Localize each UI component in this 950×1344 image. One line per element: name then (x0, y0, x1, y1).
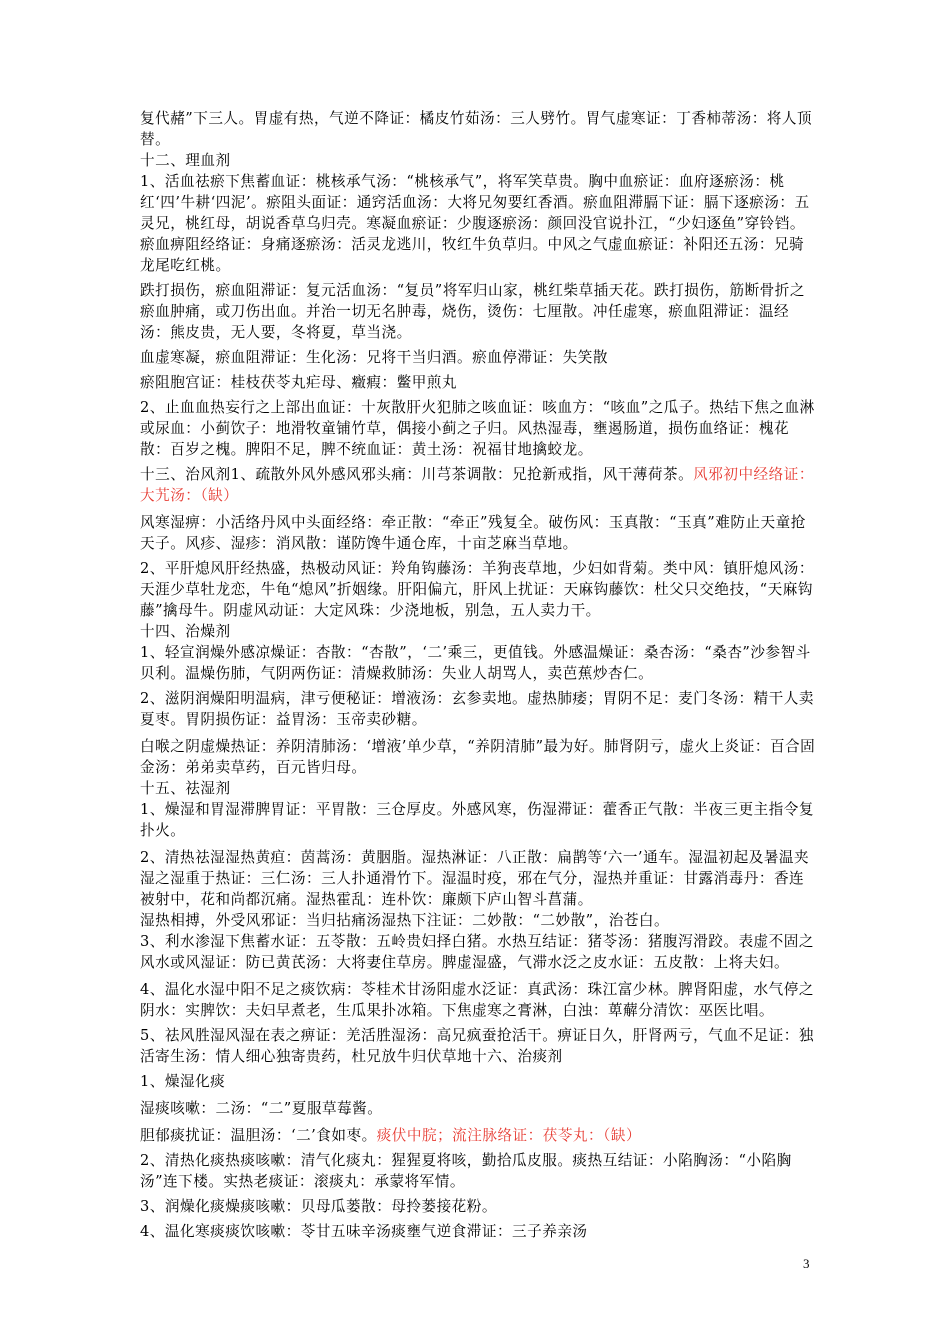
paragraph (140, 1125, 816, 1146)
paragraph: 3、润燥化痰燥痰咳嗽：贝母瓜蒌散：母拎蒌接花粉。 (140, 1198, 497, 1215)
paragraph: 湿热相搏，外受风邪证：当归拈痛汤湿热下注证：二妙散：“二妙散”，治苍白。 (140, 912, 670, 929)
paragraph: 湿痰咳嗽：二汤：“二”夏服草莓酱。 (140, 1100, 383, 1117)
section-heading: 十二、理血剂 (140, 152, 231, 169)
paragraph: 1、轻宣润燥外感凉燥证：杏散：“杏散”，‘二’乘三，更值钱。外感温燥证：桑杏汤：“桑杏”沙参智斗贝利。温燥伤肺，气阴两伤证：清燥救肺汤：失业人胡骂人，卖芭蕉炒杏仁。 (140, 644, 811, 682)
paragraph: 5、祛风胜湿风湿在表之痹证：羌活胜湿汤：高兄疯蚕抢活干。痹证日久，肝肾两亏，气血不足证：独活寄生汤：情人细心独寄贵药，杜兄放牛归伏草地十六、治痰剂 (140, 1027, 814, 1065)
paragraph: 瘀阻胞宫证：桂枝茯苓丸疟母、癥瘕：鳖甲煎丸 (140, 374, 457, 391)
paragraph: 白喉之阴虚燥热证：养阴清肺汤：‘增液’单少草，“养阴清肺”最为好。肺肾阴亏，虚火上炎证：百合固金汤：弟弟卖草药，百元皆归母。 (140, 738, 816, 776)
page-number: 3 (803, 1256, 810, 1271)
missing-note-red: 痰伏中脘；流注脉络证：茯苓丸：（缺） (376, 1127, 642, 1144)
paragraph: 2、清热化痰热痰咳嗽：清气化痰丸：猩猩夏将咳，勤拾瓜皮服。痰热互结证：小陷胸汤：“小陷胸汤”连下楼。实热老痰证：滚痰丸：承蒙将军情。 (140, 1152, 792, 1190)
paragraph-text: 胆郁痰扰证：温胆汤：‘二’食如枣。 (140, 1127, 377, 1144)
section-heading: 十五、祛湿剂 (140, 780, 231, 797)
paragraph: 2、平肝熄风肝经热盛，热极动风证：羚角钩藤汤：羊狗丧草地，少妇如背菊。类中风：镇肝熄风汤：天涯少草牡龙恋，牛龟“熄风”折姻缘。肝阳偏亢，肝风上扰证：天麻钩藤饮：杜父只交绝技，“天麻钩藤”擒母牛。阴虚风动证：大定风珠：少浇地板，别急，五人卖力干。 (140, 560, 814, 619)
paragraph: 复代赭”下三人。胃虚有热，气逆不降证：橘皮竹茹汤：三人劈竹。胃气虚寒证：丁香柿蒂汤：将人顶替。 (140, 110, 813, 148)
missing-note-red: 风邪初中经络证：大艽汤：（缺） (140, 466, 814, 504)
paragraph: 血虚寒凝，瘀血阻滞证：生化汤：兄将干当归酒。瘀血停滞证：失笑散 (140, 349, 608, 366)
paragraph: 1、活血祛瘀下焦蓄血证：桃核承气汤：“桃核承气”，将军笑草贵。胸中血瘀证：血府逐瘀汤：桃红‘四’牛耕‘四泥’。瘀阻头面证：通窍活血汤：大将兄匆要红香酒。瘀血阻滞膈下证：膈下逐瘀汤：五灵兄，桃红母，胡说香草乌归壳。寒凝血瘀证：少腹逐瘀汤：颜回没官说扑江，“少妇逐鱼”穿铃铛。瘀血痹阻经络证：身痛逐瘀汤：活灵龙逃川，牧红牛负草归。中风之气虚血瘀证：补阳还五汤：兄骑龙尾吃红桃。 (140, 173, 810, 274)
paragraph: 4、温化寒痰痰饮咳嗽：苓甘五味辛汤痰壅气逆食滞证：三子养亲汤 (140, 1223, 588, 1240)
paragraph: 2、滋阴润燥阳明温病，津亏便秘证：增液汤：玄参卖地。虚热肺痿；胃阴不足：麦门冬汤：精干人卖夏枣。胃阴损伤证：益胃汤：玉帝卖砂糖。 (140, 690, 814, 728)
paragraph: 4、温化水湿中阳不足之痰饮病：苓桂术甘汤阳虚水泛证：真武汤：珠江富少林。脾肾阳虚，水气停之阴水：实脾饮：夫妇早煮老，生瓜果扑冰箱。下焦虚寒之膏淋，白浊：萆薢分清饮：巫医比唱。 (140, 981, 814, 1019)
paragraph: 跌打损伤，瘀血阻滞证：复元活血汤：“复员”将军归山家，桃红柴草插天花。跌打损伤，筋断骨折之瘀血肿痛，或刀伤出血。并治一切无名肿毒，烧伤，烫伤：七厘散。冲任虚寒，瘀血阻滞证：温经汤：熊皮贵，无人要，冬将夏，草当浇。 (140, 282, 805, 341)
paragraph: 1、燥湿和胃湿滞脾胃证：平胃散：三仓厚皮。外感风寒，伤湿滞证：藿香正气散：半夜三更主指令复扑火。 (140, 801, 814, 839)
paragraph: 2、止血血热妄行之上部出血证：十灰散肝火犯肺之咳血证：咳血方：“咳血”之瓜子。热结下焦之血淋或尿血：小蓟饮子：地滑牧童铺竹草，偶接小蓟之子归。风热湿毒，壅遏肠道，损伤血络证：槐花散：百岁之槐。脾阳不足，脾不统血证：黄土汤：祝福甘地擒蛟龙。 (140, 399, 815, 458)
paragraph: 3、利水渗湿下焦蓄水证：五苓散：五岭贵妇择白猪。水热互结证：猪苓汤：猪腹泻滑跤。表虚不固之风水或风湿证：防已黄芪汤：大将妻住草房。脾虚湿盛，气滞水泛之皮水证：五皮散：上将夫妇。 (140, 933, 814, 971)
document-body (140, 108, 816, 1242)
section-heading: 十四、治燥剂 (140, 623, 231, 640)
paragraph-text: 十三、治风剂1、疏散外风外感风邪头痛：川芎茶调散：兄抢新戒指，风干薄荷茶。 (140, 466, 694, 483)
subsection-heading: 1、燥湿化痰 (140, 1073, 226, 1090)
paragraph: 2、清热祛湿湿热黄疸：茵蒿汤：黄胭脂。湿热淋证：八正散：扁鹊等‘六一’通车。湿温初起及暑温夹湿之湿重于热证：三仁汤：三人扑通滑竹下。湿温时疫，邪在气分，湿热并重证：甘露消毒丹：香连被射中，花和尚都沉痛。湿热霍乱：连朴饮：廉颇下庐山智斗菖蒲。 (140, 849, 810, 908)
paragraph (140, 464, 816, 506)
paragraph: 风寒湿痹：小活络丹风中头面经络：牵正散：“牵正”残复全。破伤风：玉真散：“玉真”难防止天童抢天子。风疹、湿疹：消风散：谨防馋牛通仓库，十亩芝麻当草地。 (140, 514, 806, 552)
